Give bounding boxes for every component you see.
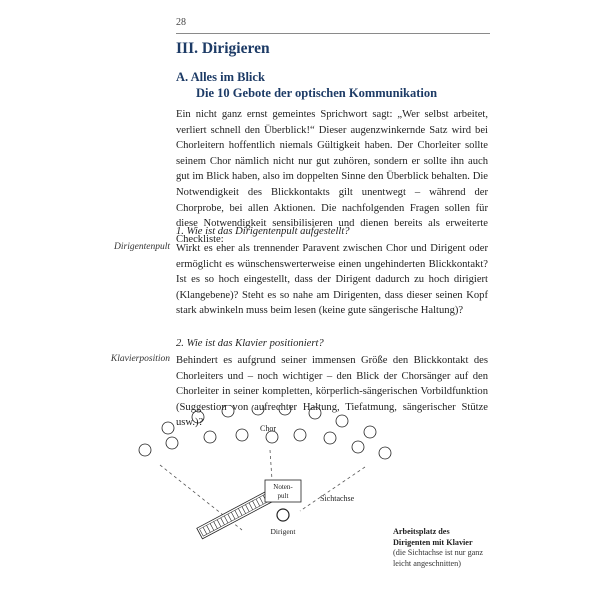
music-stand-label-2: pult: [277, 492, 289, 500]
caption-line-2: Dirigenten mit Klavier: [393, 537, 473, 547]
question-1-heading: 1. Wie ist das Dirigentenpult aufgestellt?: [176, 226, 350, 237]
singer-icon: [139, 444, 151, 456]
sight-axis-lines: [160, 450, 365, 530]
question-1-body: Wirkt es eher als trennender Paravent zwischen Chor und Dirigent oder ermöglicht es wünschenswerterweise einen ungehinderten Blickkontakt? Ist es so hoch eingestellt, dass der Dirigent dadurch zu hoch dirigiert (Klangebene)? Steht es so nahe am Dirigenten, dass dieser seinen Kopf stark abwinkeln muss beim lesen (keine gute sängerische Haltung)?: [176, 243, 488, 317]
singer-icon: [252, 405, 264, 415]
conductor-label: Dirigent: [270, 527, 296, 536]
singer-icon: [336, 415, 348, 427]
singer-icon: [379, 447, 391, 459]
conductor-icon: [277, 509, 289, 521]
singer-icon: [162, 422, 174, 434]
intro-paragraph: Ein nicht ganz ernst gemeintes Sprichwort sagt: „Wer selbst arbeitet, verliert schnell den Überblick!“ Dieser augenzwinkernde Satz wird bei Chorleitern hoffentlich niemals Gültigkeit haben. Der Chorleiter sollte seinem Chor nämlich nicht nur gut zuhören, sondern er sollte ihn auch gut im Blick haben, also im doppelten Sinne den Überblick behalten. Die Notwendigkeit des Blickkontakts gilt unentwegt – während der Chorprobe, bei allen Aktionen. Die nachfolgenden Fragen sollen für diese Notwendigkeit sensibilisieren und dienen bereits als erweiterte Checkliste:: [176, 109, 488, 245]
singer-icon: [352, 441, 364, 453]
singer-icon: [204, 431, 216, 443]
singer-icon: [236, 429, 248, 441]
singer-icon: [294, 429, 306, 441]
conductor-workplace-diagram: [120, 405, 420, 565]
diagram-caption: [393, 527, 503, 569]
singer-icon: [324, 432, 336, 444]
singer-icon: [166, 437, 178, 449]
singer-icon: [192, 411, 204, 423]
page-number: 28: [176, 17, 186, 28]
singer-icon: [279, 405, 291, 415]
singer-icon: [309, 407, 321, 419]
caption-line-3: (die Sichtachse ist nur ganz leicht angeschnitten): [393, 548, 484, 568]
piano-icon: [197, 491, 273, 539]
caption-line-1: Arbeitsplatz des: [393, 527, 450, 536]
section-subtitle: Die 10 Gebote der optischen Kommunikation: [196, 86, 438, 100]
choir-label: Chor: [260, 424, 276, 433]
question-2-heading: 2. Wie ist das Klavier positioniert?: [176, 338, 324, 349]
header-rule: [176, 33, 490, 34]
sight-axis-label: Sichtachse: [320, 494, 355, 503]
music-stand-label: Noten-: [273, 483, 293, 491]
singer-icon: [222, 405, 234, 417]
margin-note-dirigentenpult: Dirigentenpult: [114, 242, 170, 252]
margin-note-klavierposition: Klavierposition: [110, 354, 170, 364]
section-title: A. Alles im Blick: [176, 70, 265, 84]
question-2-body: Behindert es aufgrund seiner immensen Größe den Blickkontakt des Chorleiters und – noch wichtiger – den Blick der Chorsänger auf den Chorleiter in seiner kompletten, körperlich-sängerischen Vorbildfunktion (Suggestion von aufrechter Haltung, Tiefatmung, sängerischer Stütze usw.)?: [176, 355, 488, 429]
singer-icon: [364, 426, 376, 438]
chapter-title: III. Dirigieren: [176, 40, 270, 57]
